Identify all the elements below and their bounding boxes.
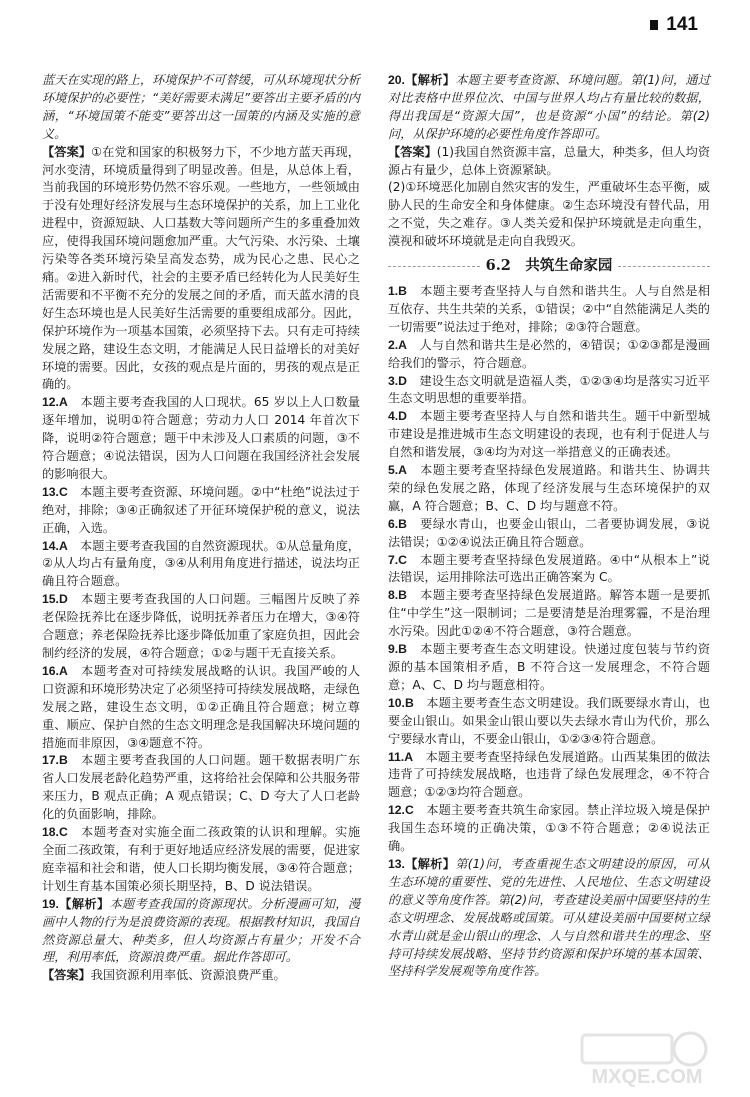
answer-item-20-answer-2 (388, 179, 710, 251)
item-answer: A (398, 463, 407, 478)
answer-item-15 (42, 591, 360, 663)
answer-item-20-answer (388, 144, 710, 180)
answer-item-9 (388, 641, 710, 695)
item-text: 本题主要考查共筑生命家园。禁止洋垃圾入境是保护我国生态环境的正确决策，①③不符合题意；②④说法正确。 (388, 803, 711, 854)
item-text: 本题考查对可持续发展战略的认识。我国严峻的人口资源和环境形势决定了必须坚持可持续发展战略，走绿色发展之路，建设生态文明，①②正确且符合题意；树立尊重、顺应、保护自然的生态文明理念是我国解决环境问题的措施而非原因，③④题意不符。 (42, 663, 361, 750)
section-title: 6.2 共筑生命家园 (485, 257, 613, 275)
answer-item-11 (388, 749, 710, 803)
answer-item-4 (388, 408, 710, 462)
item-text: 本题考查对实施全面二孩政策的认识和理解。实施全面二孩政策，有利于更好地适应经济发展的需要，促进家庭幸福和社会和谐，使人口长期均衡发展，③④符合题意；计划生育基本国策必须长期坚持，B、D 说法错误。 (42, 825, 361, 893)
item-answer: B (398, 516, 407, 531)
left-items (42, 394, 360, 985)
analysis-text: 本题主要考查资源、环境问题。第(1)问，通过对比表格中世界位次、中国与世界人均占有量比较的数据，得出我国是“资源大国”，也是资源“小国”的结论。第(2)问，从保护环境的必要性角度作答即可。 (388, 73, 711, 141)
answer-item-13 (42, 484, 360, 538)
item-text: 建设生态文明就是造福人类，①②③④均是落实习近平生态文明思想的重要举措。 (388, 373, 710, 406)
item-number: 9. (388, 642, 399, 657)
item-number: 7. (388, 552, 399, 567)
item-answer: A (58, 395, 68, 410)
item-text: 本题主要考查我国的人口问题。题干数据表明广东省人口发展老龄化趋势严重，这将给社会保障和公共服务带来压力，B 观点正确；A 观点错误；C、D 夸大了人口老龄化的负面影响，排除。 (42, 753, 361, 822)
item-answer: D (398, 373, 407, 388)
item-number: 12. (42, 395, 59, 410)
item-text: 本题主要考查坚持绿色发展道路。解答本题一是要抓住“中学生”这一限制词；二是要清楚是治理雾霾，不是治理水污染。因此①②④不符合题意，③符合题意。 (388, 588, 711, 639)
answer-item-16 (42, 663, 360, 753)
item-text: 本题主要考查我国的自然资源现状。①从总量角度，②从人均占有量角度，③④从利用角度进行描述，说法均正确且符合题意。 (42, 538, 360, 589)
page-marker (650, 20, 658, 30)
item-number: 20. (388, 73, 405, 87)
analysis-tag: 【解析】 (58, 896, 110, 911)
analysis-text: 本题考查我国的资源现状。分析漫画可知，漫画中人物的行为是浪费资源的表现。根据教材知识，我国自然资源总量大、种类多，但人均资源占有量少；开发不合理，利用率低，资源浪费严重。据此作答即可。 (42, 896, 361, 965)
item-text: 本题主要考查坚持绿色发展道路。④中“从根本上”说法错误，运用排除法可选出正确答案为 C。 (388, 552, 710, 585)
item-text: 本题主要考查坚持人与自然和谐共生。题干中新型城市建设是推进城市生态文明建设的表现，也有利于促进人与自然和谐发展，③④均为对这一举措意义的正确表述。 (388, 409, 711, 460)
answer-item-12 (42, 394, 360, 484)
intro-analysis: 蓝天在实现的路上，环境保护不可替缓，可从环境现状分析环境保护的必要性；“美好需要未满足”要答出主要矛盾的内涵，“环境国策不能变”要答出这一国策的内涵及实施的意义。 (42, 73, 360, 141)
item-answer: C (404, 803, 414, 818)
left-column (42, 72, 360, 985)
item-answer: B (398, 588, 407, 603)
item-number: 17. (42, 753, 59, 768)
answer-item-10 (388, 695, 710, 749)
item-text: 本题主要考查坚持绿色发展道路。和谐共生、协调共荣的绿色发展之路，体现了经济发展与生态环境保护的双赢，A 符合题意；B、C、D 均与题意不符。 (388, 463, 711, 513)
answer-item-8 (388, 587, 710, 641)
analysis-tag: 【解析】 (404, 856, 456, 871)
item-text: 人与自然和谐共生是必然的，④错误；①②③都是漫画给我们的警示，符合题意。 (388, 337, 710, 370)
section-heading (388, 257, 710, 275)
analysis-tag: 【解析】 (404, 73, 456, 87)
answer-item-19-analysis (42, 896, 360, 968)
item-number: 2. (388, 337, 399, 352)
item-answer: C (58, 825, 68, 840)
answer-item-17 (42, 752, 360, 824)
item-number: 10. (388, 695, 405, 710)
answer-block (42, 144, 360, 395)
item-text: 本题主要考查资源、环境问题。②中“杜绝”说法过于绝对，排除；③④正确叙述了开征环境保护税的意义，说法正确，入选。 (42, 484, 360, 535)
item-number: 11. (388, 749, 405, 764)
item-text: 本题主要考查坚持人与自然和谐共生。人与自然是相互依存、共生共荣的关系，①错误；②中“自然能满足人类的一切需要”说法过于绝对，排除；②③符合题意。 (388, 283, 711, 334)
answer-item-20-analysis (388, 72, 710, 144)
answer-tag: 【答案】 (42, 968, 91, 983)
item-number: 15. (42, 592, 59, 607)
item-answer: C (58, 484, 68, 499)
item-number: 14. (42, 538, 59, 553)
item-answer: A (398, 337, 407, 352)
answer-text-1: (1)我国自然资源丰富，总量大，种类多，但人均资源占有量少，总体上资源紧缺。 (388, 144, 711, 177)
item-number: 12. (388, 803, 405, 818)
answer-item-18 (42, 824, 360, 896)
item-text: 本题主要考查生态文明建设。我们既要绿水青山，也要金山银山。如果金山银山要以失去绿水青山为代价，那么宁要绿水青山，不要金山银山，①②③④符合题意。 (388, 695, 711, 746)
item-number: 3. (388, 373, 399, 388)
item-number: 8. (388, 588, 399, 603)
item-answer: D (398, 409, 407, 424)
item-number: 18. (42, 825, 59, 840)
answer-item-2 (388, 337, 710, 373)
item-answer: D (58, 592, 68, 607)
item-text: 要绿水青山，也要金山银山，二者要协调发展，③说法错误；①②④说法正确且符合题意。 (388, 516, 710, 549)
answer-item-14 (42, 538, 360, 592)
item-text: 本题主要考查坚持绿色发展道路。山西某集团的做法违背了可持续发展战略，也违背了绿色发展理念，④不符合题意；①②③均符合题意。 (388, 749, 711, 800)
item-answer: B (58, 753, 68, 768)
item-answer: B (404, 695, 414, 710)
item-number: 4. (388, 409, 399, 424)
answer-tag: 【答案】 (388, 144, 437, 159)
item-number: 16. (42, 663, 59, 678)
item-answer: A (404, 749, 414, 764)
answer-item-13-analysis (388, 856, 710, 981)
item-answer: B (398, 283, 407, 298)
item-number: 13. (388, 856, 405, 871)
watermark-logo (572, 1029, 722, 1089)
item-answer: C (398, 552, 407, 567)
item-answer: A (58, 663, 68, 678)
answer-text-2: (2)①环境恶化加剧自然灾害的发生，严重破坏生态平衡，威胁人民的生命安全和身体健康。②生态环境没有替代品，用之不觉，失之难存。③人类关爱和保护环境就是走向重生，漠视和破坏环境就是走向自我毁灭。 (388, 180, 710, 249)
answer-item-19-answer (42, 967, 360, 985)
item-text: 本题主要考查生态文明建设。快递过度包装与节约资源的基本国策相矛盾，B 不符合这一发展理念，不符合题意；A、C、D 均与题意相符。 (388, 642, 711, 692)
answer-item-7 (388, 552, 710, 588)
item-answer: A (58, 538, 68, 553)
answer-text: 我国资源利用率低、资源浪费严重。 (90, 968, 286, 983)
item-number: 5. (388, 463, 399, 478)
item-text: 本题主要考查我国的人口现状。65 岁以上人口数量逐年增加，说明①符合题意；劳动力人口 2014 年首次下降，说明②符合题意；题干中未涉及人口素质的问题，③不符合题意；④说法错误，因为人口问题在我国经济社会发展的影响很大。 (42, 395, 361, 481)
item-number: 1. (388, 283, 399, 298)
item-text: 本题主要考查我国的人口问题。三幅图片反映了养老保险抚养比在逐步降低，说明抚养者压力在增大，③④符合题意；养老保险抚养比逐步降低加重了家庭负担，因此会制约经济的发展，④符合题意；①②与题干无直接关系。 (42, 592, 361, 660)
heading-rule-right (618, 266, 710, 267)
answer-item-6 (388, 516, 710, 552)
answer-item-5 (388, 462, 710, 516)
item-number: 19. (42, 896, 59, 911)
heading-rule-left (388, 266, 480, 267)
item-number: 13. (42, 484, 59, 499)
right-column (388, 72, 710, 981)
analysis-text: 第(1)问，考查重视生态文明建设的原因，可从生态环境的重要性、党的先进性、人民地位、生态文明建设的意义等角度作答。第(2)问，考查建设美丽中国要坚持的生态文明理念、发展战略或国策。可从建设美丽中国要树立绿水青山就是金山银山的理念、人与自然和谐共生的理念、坚持可持续发展战略、坚持节约资源和保护环境的基本国策、坚持科学发展观等角度作答。 (388, 856, 711, 979)
answer-text: ①在党和国家的积极努力下，不少地方蓝天再现，河水变清，环境质量得到了明显改善。但是，从总体上看，当前我国的环境形势仍然不容乐观。一些地方，一些领域由于没有处理好经济发展与生态环境保护的关系，加上工业化进程中，资源短缺、人口基数大等问题所产生的多重叠加效应，使得我国环境问题愈加严重。大气污染、水污染、土壤污染等各类环境污染呈高发态势，成为民心之患、民心之痛。②进入新时代，社会的主要矛盾已经转化为人民美好生活需要和不平衡不充分的发展之间的矛盾，而天蓝水清的良好生态环境也是人民美好生活需要的重要组成部分。因此，保护环境作为一项基本国策，必须坚持下去。只有走可持续发展之路，建设生态文明，才能满足人民日益增长的对美好环境的需要。因此，女孩的观点是片面的，男孩的观点是正确的。 (42, 144, 360, 392)
answer-tag: 【答案】 (42, 144, 92, 159)
item-answer: B (398, 642, 407, 657)
answer-item-3 (388, 373, 710, 409)
answer-item-12-right (388, 802, 710, 856)
item-number: 6. (388, 516, 399, 531)
answer-item-1 (388, 283, 710, 337)
svg-text:MXQE.COM: MXQE.COM (591, 1066, 703, 1088)
page-number: 141 (666, 14, 698, 35)
